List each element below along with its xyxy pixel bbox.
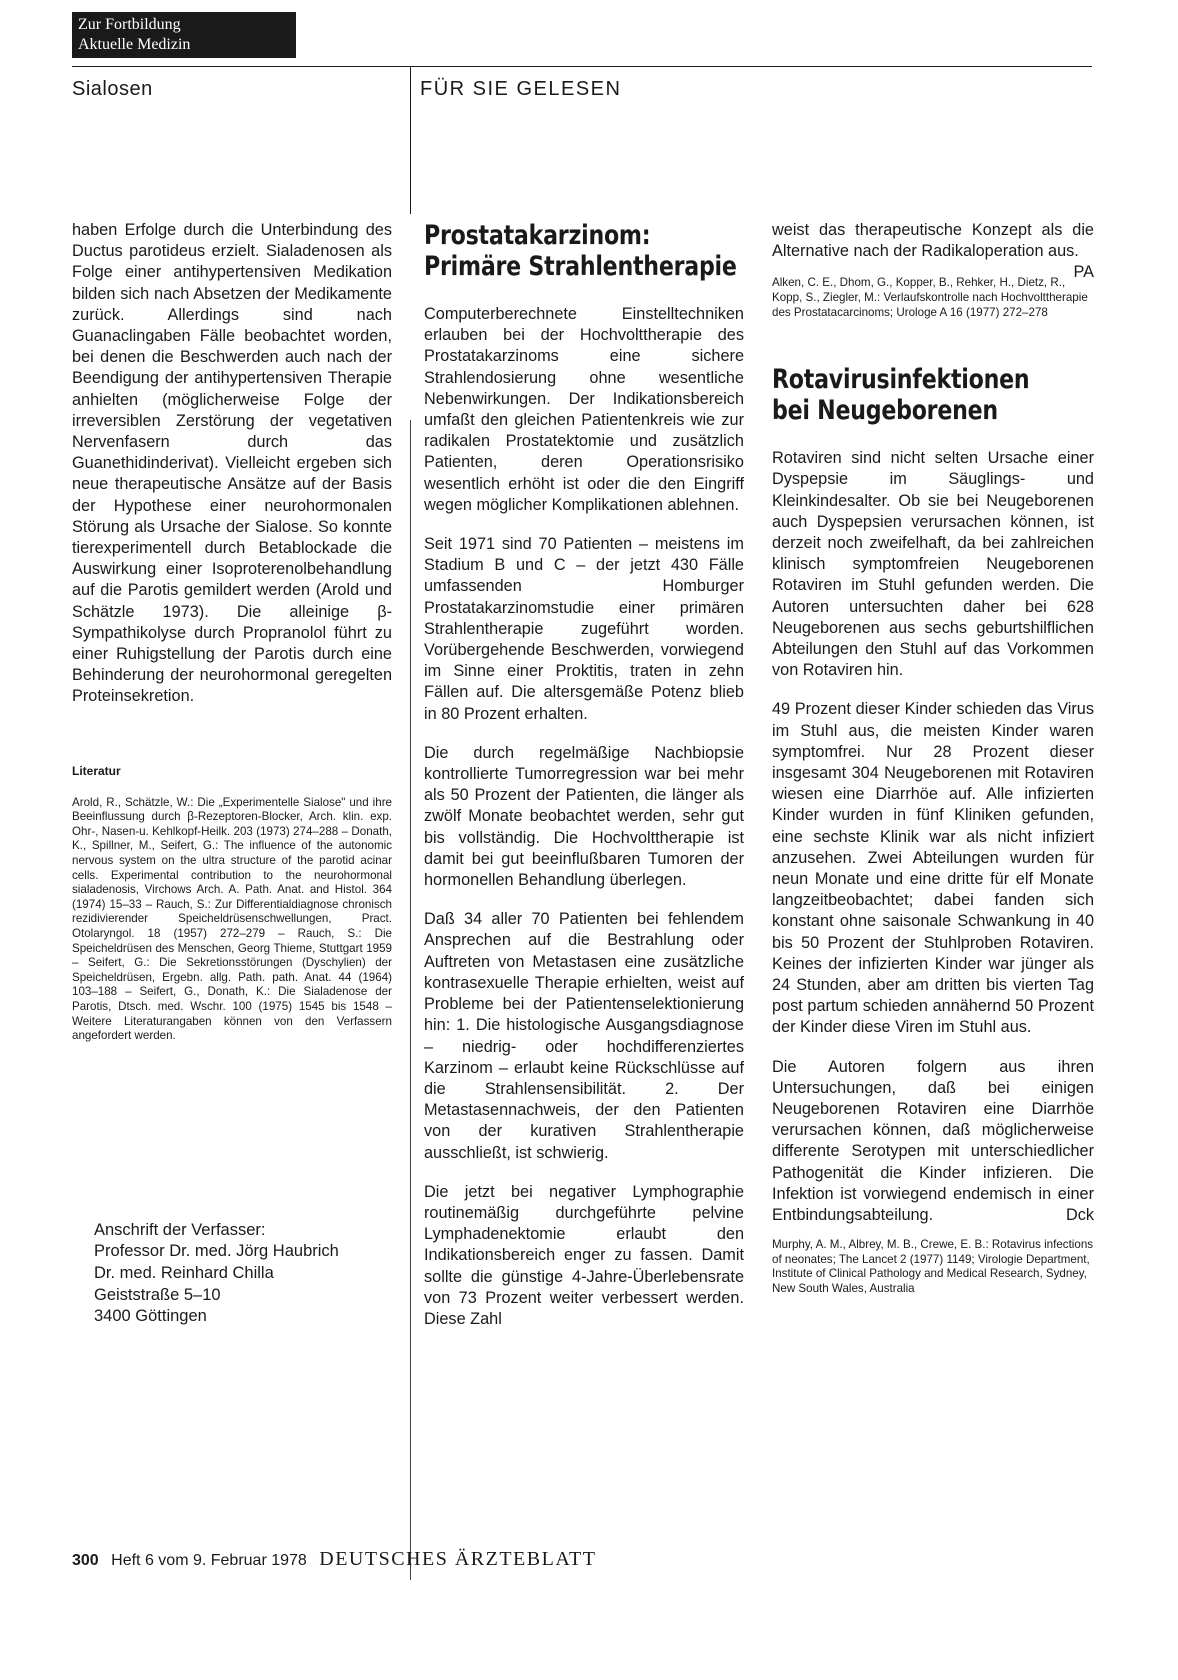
article-paragraph: Die durch regelmäßige Nachbiopsie kontrollierte Tumorregression war bei mehr als 50 Prozent der Patienten, die länger als zwölf Monate beobachtet werden, sehr gut bis vollständig. Die Hochvolttherapie ist damit bei gut beeinflußbaren Tumoren der hormonellen Behandlung überlegen. [424, 743, 744, 890]
article-paragraph: Computerberechnete Einstelltechniken erlauben bei der Hochvolttherapie des Prostatakarzinoms eine sichere Strahlendosierung ohne wesentliche Nebenwirkungen. Der Indikationsbereich umfaßt den gleichen Patientenkreis wie zur radikalen Prostatektomie und zusätzlich Patienten, deren Operationsrisiko wesentlich erhöht ist oder die den Eingriff wegen möglicher Komplikationen ablehnen. [424, 305, 744, 514]
reference-rotavirus: Murphy, A. M., Albrey, M. B., Crewe, E. B.: Rotavirus infections of neonates; The Lancet 2 (1977) 1149; Virologie Department, Institute of Clinical Pathology and Medical Research, Sydney, New South Wales, Australia [772, 1238, 1094, 1296]
address-line: Dr. med. Reinhard Chilla [94, 1263, 274, 1282]
literature-label: Literatur [72, 763, 121, 778]
headline-line: bei Neugeborenen [772, 395, 998, 427]
headline-line: Primäre Strahlentherapie [424, 251, 737, 282]
middle-column [424, 220, 744, 1348]
header-rule [72, 66, 1092, 67]
right-column [772, 220, 1094, 1297]
headline-line: Prostatakarzinom: [424, 220, 651, 251]
article-paragraph: Rotaviren sind nicht selten Ursache einer Dyspepsie im Säuglings- und Kleinkindesalter. Ob sie bei Neugeborenen auch Dyspepsien verursachen können, ist derzeit noch zweifelhaft, da bei zahlreichen klinisch symptomfreien Neugeborenen Rotaviren im Stuhl gefunden werden. Die Autoren untersuchten daher bei 628 Neugeborenen aus sechs geburtshilflichen Abteilungen den Stuhl auf das Vorkommen von Rotaviren hin. [772, 449, 1094, 680]
author-sign-dck: Dck [1065, 1206, 1094, 1225]
address-line: Professor Dr. med. Jörg Haubrich [94, 1242, 339, 1261]
header-column-divider [410, 66, 411, 214]
address-line: Anschrift der Verfasser: [94, 1220, 266, 1239]
address-line: Geiststraße 5–10 [94, 1285, 221, 1304]
left-column [72, 220, 392, 1328]
literature-list: Arold, R., Schätzle, W.: Die „Experimentelle Sialose" und ihre Beeinflussung durch β-Rezeptoren-Blocker, Arch. klin. exp. Ohr-, Nasen-u. Kehlkopf-Heilk. 203 (1973) 274–288 – Donath, K., Spillner, M., Seifert, G.: The influence of the autonomic nervous system on the ultra structure of the parotid acinar cells. Experimental contribution to the neurohormonal sialadenosis, Virchows Arch. A. Path. Anat. and Histol. 364 (1974) 15–33 – Rauch, S.: Zur Differentialdiagnose chronisch rezidivierender Speicheldrüsenschwellungen, Pract. Otolaryngol. 18 (1957) 272–279 – Rauch, S.: Die Speicheldrüsen des Menschen, Georg Thieme, Stuttgart 1959 – Seifert, G.: Die Sekretionsstörungen (Dyschylien) der Speicheldrüsen, Ergebn. allg. Path. path. Anat. 44 (1964) 103–188 – Seifert, G., Donath, K.: Die Sialadenose der Parotis, Dtsch. med. Wschr. 100 (1975) 1545 bis 1548 – Weitere Literaturangaben können von den Verfassern angefordert werden. [72, 795, 392, 1043]
section-title-sialosen: Sialosen [72, 78, 153, 100]
article-paragraph: 49 Prozent dieser Kinder schieden das Virus im Stuhl aus, die meisten Kinder waren symptomfrei. Nur 28 Prozent dieser insgesamt 304 Neugeborenen mit Rotaviren wiesen eine Diarrhöe auf. Alle infizierten Kinder wurden in fünf Kliniken gefunden, eine sechste Klinik war als nicht infiziert anzusehen. Zwei Abteilungen wurden für neun Monate und eine dritte für elf Monate langzeitbeobachtet; dabei fanden sich konstant ohne saisonale Schwankung in 40 bis 50 Prozent der Stuhlproben Rotaviren. Keines der infizierten Kinder war jünger als 24 Stunden, aber am dritten bis vierten Tag post partum schieden annähernd 50 Prozent der Kinder diese Viren im Stuhl aus. [772, 700, 1094, 1037]
article-paragraph: Seit 1971 sind 70 Patienten – meistens im Stadium B und C – der jetzt 430 Fälle umfassenden Homburger Prostatakarzinomstudie einer primären Strahlentherapie zugeführt worden. Vorübergehende Beschwerden, vorwiegend im Sinne einer Proktitis, traten in zehn Fällen auf. Die altersgemäße Potenz blieb in 80 Prozent erhalten. [424, 535, 744, 723]
column-divider [410, 420, 411, 1580]
headline-line: Rotavirusinfektionen [772, 364, 1030, 396]
issue-info: Heft 6 vom 9. Februar 1978 [111, 1552, 307, 1569]
category-badge [72, 12, 296, 58]
article-paragraph [772, 1057, 1094, 1227]
sialosen-body-text: haben Erfolge durch die Unterbindung des Ductus parotideus erzielt. Sialadenosen als Folge einer antihypertensiven Medikation bilden sich nach Absetzen der Medikamente zurück. Allerdings sind nach Guanaclingaben Fälle beobachtet worden, bei denen die Beschwerden auch nach der Beendigung der antihypertensiven Therapie anhielten (möglicherweise Folge der irreversiblen Zerstörung der vegetativen Nervenfasern durch das Guanethidinderivat). Vielleicht ergeben sich neue therapeutische Ansätze auf der Basis der Hypothese einer neurohormonalen Störung als Ursache der Sialose. So konnte tierexperimentell durch Betablockade die Auswirkung einer Isoproterenolbehandlung auf die Parotis gemildert werden (Arold und Schätzle 1973). Die alleinige β-Sympathikolyse durch Propranolol führt zu einer Ruhigstellung der Parotis durch eine Behinderung der neurohormonal geregelten Proteinsekretion. [72, 221, 392, 706]
author-sign-pa: PA [1073, 263, 1094, 282]
continuation-text: weist das therapeutische Konzept als die Alternative nach der Radikaloperation aus. [772, 221, 1094, 261]
address-line: 3400 Göttingen [94, 1307, 207, 1326]
section-title-fuer-sie-gelesen: FÜR SIE GELESEN [420, 78, 622, 100]
continuation-paragraph [772, 220, 1094, 282]
article-headline-rotavirus [772, 364, 1094, 426]
last-paragraph-text: Die Autoren folgern aus ihren Untersuchungen, daß bei einigen Neugeborenen Rotaviren eine Diarrhöe verursachen können, daß möglicherweise differente Serotypen mit unterschiedlicher Pathogenität die Kinder infizieren. Die Infektion ist vorwiegend endemisch in einer Entbindungsabteilung. [772, 1057, 1094, 1225]
article-headline-prostatakarzinom [424, 220, 744, 282]
page-footer [72, 1548, 596, 1571]
badge-line-1: Zur Fortbildung [78, 16, 181, 33]
article-paragraph: Die jetzt bei negativer Lymphographie routinemäßig durchgeführte pelvine Lymphadenektomie erlaubt den Indikationsbereich enger zu fassen. Damit sollte die günstige 4-Jahre-Überlebensrate von 73 Prozent weiter verbessert werden. Diese Zahl [424, 1182, 744, 1328]
article-paragraph: Daß 34 aller 70 Patienten bei fehlendem Ansprechen auf die Bestrahlung oder Auftreten von Metastasen eine zusätzliche kontrasexuelle Therapie erhielten, weist auf Probleme bei der Patientenselektionierung hin: 1. Die histologische Ausgangsdiagnose – niedrig- oder hochdifferenziertes Karzinom – erlaubt keine Rückschlüsse auf die Strahlensensibilität. 2. Der Metastasennachweis, der den Patienten von der kurativen Strahlentherapie ausschließt, ist schwierig. [424, 910, 744, 1162]
journal-name: DEUTSCHES ÄRZTEBLATT [319, 1548, 597, 1570]
page-number: 300 [72, 1552, 99, 1569]
author-address [72, 1220, 392, 1328]
reference-prostatakarzinom: Alken, C. E., Dhom, G., Kopper, B., Rehker, H., Dietz, R., Kopp, S., Ziegler, M.: Verlaufskontrolle nach Hochvolttherapie des Prostatacarcinoms; Urologe A 16 (1977) 272–278 [772, 276, 1088, 319]
badge-line-2: Aktuelle Medizin [78, 36, 191, 53]
